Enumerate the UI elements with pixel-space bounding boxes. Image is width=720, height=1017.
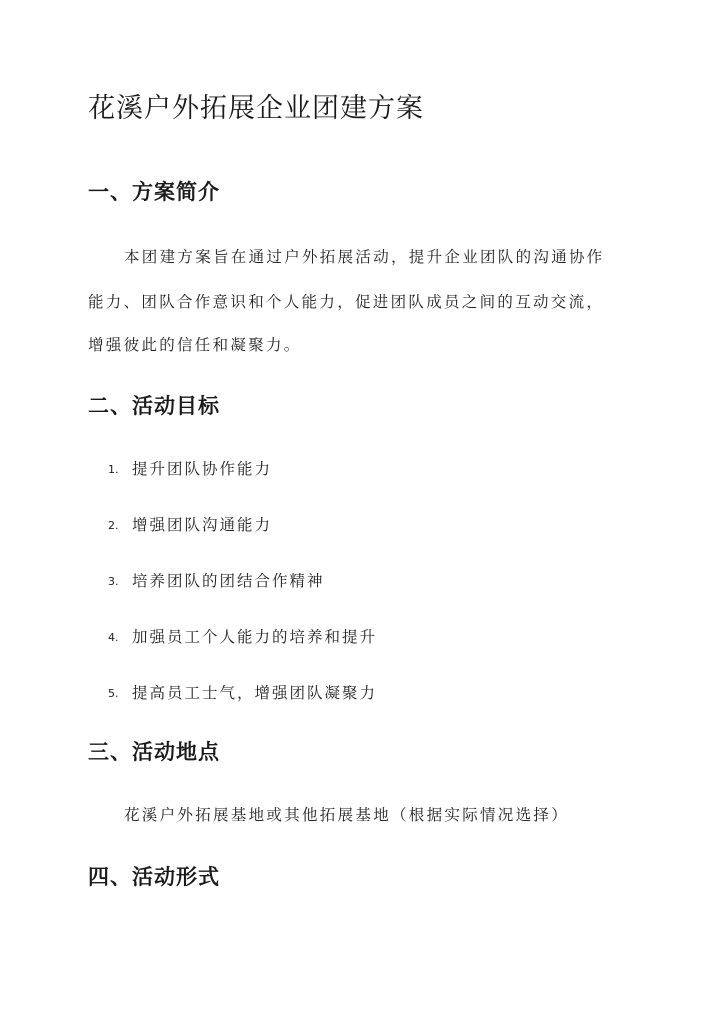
list-item-text: 提升团队协作能力 bbox=[132, 460, 273, 478]
section-heading-location: 三、活动地点 bbox=[88, 739, 220, 764]
goal-list-item bbox=[108, 681, 377, 703]
goal-list-item bbox=[108, 625, 377, 647]
section-heading-intro: 一、方案简介 bbox=[88, 179, 220, 204]
list-item-text: 培养团队的团结合作精神 bbox=[132, 572, 325, 590]
list-item-number: 2. bbox=[108, 519, 119, 532]
list-item-number: 4. bbox=[108, 631, 119, 644]
intro-paragraph-line: 本团建方案旨在通过户外拓展活动，提升企业团队的沟通协作 bbox=[124, 248, 605, 266]
list-item-text: 提高员工士气，增强团队凝聚力 bbox=[132, 684, 378, 702]
goal-list-item bbox=[108, 513, 272, 535]
goal-list-item bbox=[108, 569, 325, 591]
location-paragraph-line: 花溪户外拓展基地或其他拓展基地（根据实际情况选择） bbox=[124, 806, 570, 824]
section-heading-goals: 二、活动目标 bbox=[88, 393, 220, 418]
list-item-number: 5. bbox=[108, 687, 119, 700]
intro-paragraph-line: 增强彼此的信任和凝聚力。 bbox=[88, 336, 302, 354]
list-item-number: 1. bbox=[108, 463, 119, 476]
intro-paragraph-line: 能力、团队合作意识和个人能力，促进团队成员之间的互动交流， bbox=[88, 293, 605, 311]
document-title: 花溪户外拓展企业团建方案 bbox=[88, 93, 424, 124]
list-item-text: 增强团队沟通能力 bbox=[132, 516, 273, 534]
goal-list-item bbox=[108, 457, 272, 479]
list-item-number: 3. bbox=[108, 575, 119, 588]
section-heading-format: 四、活动形式 bbox=[88, 864, 220, 889]
list-item-text: 加强员工个人能力的培养和提升 bbox=[132, 628, 378, 646]
